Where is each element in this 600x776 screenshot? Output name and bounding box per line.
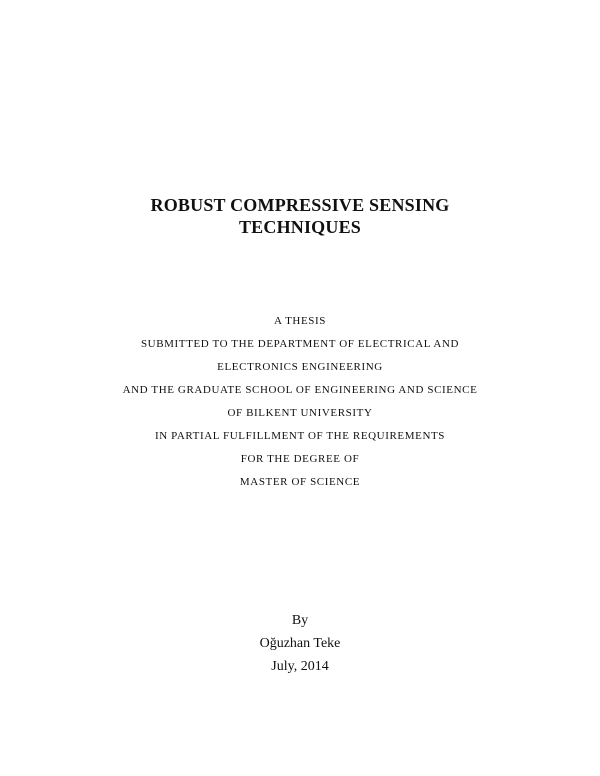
thesis-line: OF BILKENT UNIVERSITY xyxy=(227,407,373,419)
thesis-line: MASTER OF SCIENCE xyxy=(239,476,361,488)
submission-date: July, 2014 xyxy=(271,659,329,674)
thesis-line: IN PARTIAL FULFILLMENT OF THE REQUIREMENTS xyxy=(154,430,446,442)
thesis-statement xyxy=(0,310,600,494)
thesis-line: ELECTRONICS ENGINEERING xyxy=(217,361,383,373)
thesis-line: SUBMITTED TO THE DEPARTMENT OF ELECTRICAL AND xyxy=(140,338,460,350)
title-line: ROBUST COMPRESSIVE SENSING xyxy=(150,195,450,215)
thesis-title xyxy=(0,194,600,238)
thesis-line: AND THE GRADUATE SCHOOL OF ENGINEERING AND SCIENCE xyxy=(122,384,478,396)
thesis-line: FOR THE DEGREE OF xyxy=(240,453,360,465)
author-info xyxy=(0,609,600,678)
thesis-line: A THESIS xyxy=(274,315,326,327)
author-name: Oğuzhan Teke xyxy=(259,636,341,651)
title-line: TECHNIQUES xyxy=(238,217,362,237)
by-label: By xyxy=(291,613,309,628)
